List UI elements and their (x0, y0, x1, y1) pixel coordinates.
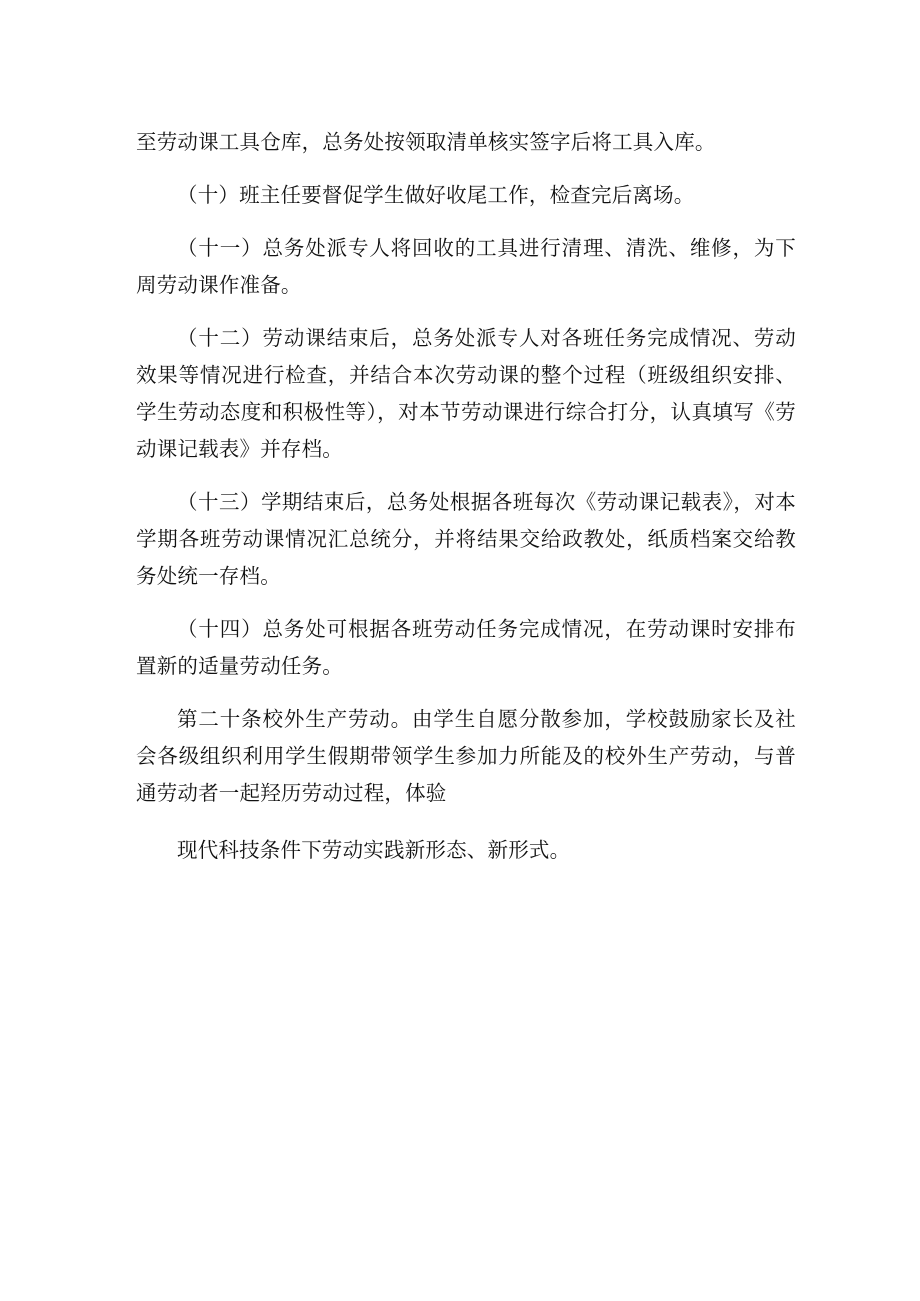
paragraph-item-13: （十三）学期结束后，总务处根据各班每次《劳动课记载表》，对本学期各班劳动课情况汇总统分，并将结果交给政教处，纸质档案交给教务处统一存档。 (136, 490, 796, 588)
paragraph-article-20-continued: 现代科技条件下劳动实践新形态、新形式。 (177, 838, 571, 862)
paragraph-item-11: （十一）总务处派专人将回收的工具进行清理、清洗、维修，为下周劳动课作准备。 (136, 236, 796, 297)
paragraph-item-10: （十）班主任要督促学生做好收尾工作，检查完后离场。 (177, 183, 695, 207)
document-body (136, 124, 796, 885)
paragraph-continuation: 至劳动课工具仓库，总务处按领取清单核实签字后将工具入库。 (136, 130, 716, 154)
paragraph-article-20: 第二十条校外生产劳动。由学生自愿分散参加，学校鼓励家长及社会各级组织利用学生假期带领学生参加力所能及的校外生产劳动，与普通劳动者一起羟历劳动过程，体验 (136, 707, 796, 805)
paragraph-item-12: （十二）劳动课结束后，总务处派专人对各班任务完成情况、劳动效果等情况进行检查，并结合本次劳动课的整个过程（班级组织安排、学生劳动态度和积极性等），对本节劳动课进行综合打分，认真填写《劳动课记载表》并存档。 (136, 326, 796, 461)
paragraph-item-14: （十四）总务处可根据各班劳动任务完成情况，在劳动课时安排布置新的适量劳动任务。 (136, 617, 796, 678)
